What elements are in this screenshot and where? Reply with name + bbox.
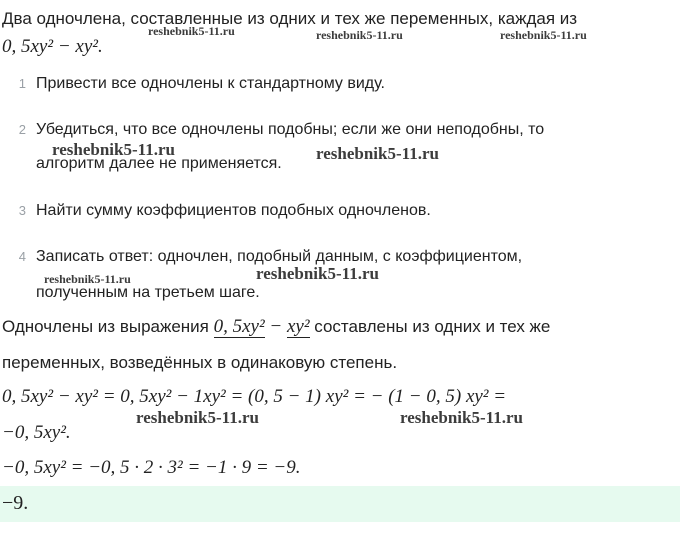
- step-number: 2: [18, 122, 26, 137]
- watermark: reshebnik5-11.ru: [500, 28, 587, 42]
- explanation-line-1: [2, 316, 550, 337]
- task-expression: 0, 5xy² − xy².: [2, 36, 103, 57]
- computation-line-2: −0, 5xy².: [2, 422, 71, 443]
- computation-line-3: −0, 5xy² = −0, 5 · 2 · 3² = −1 · 9 = −9.: [2, 457, 301, 478]
- watermark: reshebnik5-11.ru: [316, 144, 439, 163]
- explanation-suffix: составлены из одних и тех же: [314, 317, 551, 336]
- expression-left: 0, 5xy²: [213, 316, 265, 337]
- step-text: Привести все одночлены к стандартному виду.: [36, 75, 385, 92]
- explanation-prefix: Одночлены из выражения: [2, 317, 209, 336]
- expression-right: xy²: [286, 316, 310, 337]
- watermark: reshebnik5-11.ru: [136, 408, 259, 427]
- step-text: полученным на третьем шаге.: [36, 284, 260, 301]
- expression-operator: −: [269, 316, 283, 337]
- watermark: reshebnik5-11.ru: [148, 24, 235, 38]
- watermark: reshebnik5-11.ru: [316, 28, 403, 42]
- watermark: reshebnik5-11.ru: [256, 264, 379, 283]
- step-number: 1: [18, 76, 26, 91]
- answer-box: [0, 486, 680, 522]
- answer-value: −9.: [2, 492, 29, 514]
- step-text: Записать ответ: одночлен, подобный данным, с коэффициентом,: [36, 248, 523, 265]
- watermark: reshebnik5-11.ru: [400, 408, 523, 427]
- task-line-1: Два одночлена, составленные из одних и тех же переменных, каждая из: [2, 9, 578, 28]
- explanation-line-2: переменных, возведённых в одинаковую степень.: [2, 353, 398, 372]
- step-number: 3: [18, 203, 26, 218]
- step-number: 4: [18, 249, 26, 264]
- step-text: Найти сумму коэффициентов подобных одночленов.: [36, 202, 431, 219]
- watermark: reshebnik5-11.ru: [44, 272, 131, 286]
- step-text: алгоритм далее не применяется.: [36, 155, 282, 172]
- computation-line-1: 0, 5xy² − xy² = 0, 5xy² − 1xy² = (0, 5 − 1) xy² = − (1 − 0, 5) xy² =: [2, 386, 507, 407]
- watermark: reshebnik5-11.ru: [52, 140, 175, 159]
- step-text: Убедиться, что все одночлены подобны; если же они неподобны, то: [36, 121, 545, 138]
